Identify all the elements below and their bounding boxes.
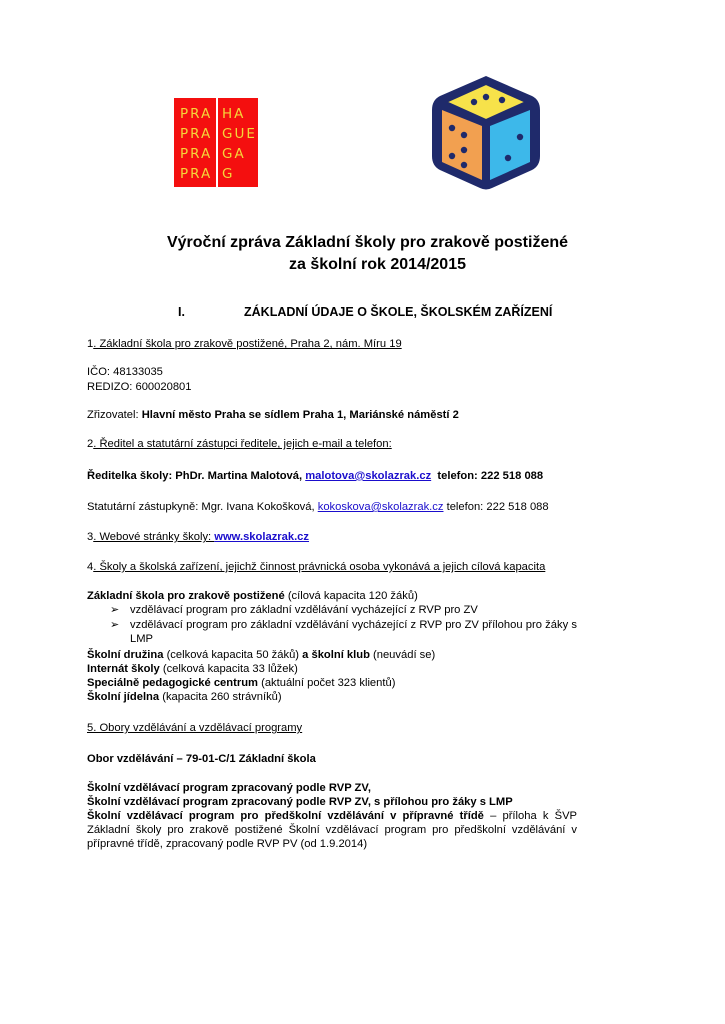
logo-text: GUE [222,126,257,142]
facility-line [87,676,395,690]
title-line-2: za školní rok 2014/2015 [289,256,466,273]
school-name: Základní škola pro zrakově postižené [87,590,285,602]
logo-text: PRA [180,126,213,142]
facility-line [87,648,435,662]
ico-value: IČO: 48133035 [87,366,163,378]
facility-line [87,662,298,676]
facility-detail: (neuvádí se) [369,649,436,661]
facility-detail: (celková kapacita 33 lůžek) [159,663,298,675]
deputy-line [87,500,549,514]
item-4-heading [87,560,545,574]
program-bullet-item: vzdělávací program pro základní vzdělávání vycházející z RVP pro ZV [130,604,478,616]
item-3-heading [87,530,309,544]
facility-detail: (kapacita 260 strávníků) [159,691,282,703]
preschool-program-detail: – příloha k ŠVP Základní školy pro zrakově postižené Školní vzdělávací program pro předškolní vzdělávání v přípravné třídě, zpracovaný podle RVP PV (od 1.9.2014) [87,810,577,850]
logo-text: HA [222,106,246,122]
section-number: I. [178,305,185,319]
item-number: 1 [87,338,94,350]
item-heading-text: . Ředitel a statutární zástupci ředitele, jejich e-mail a telefon: [93,438,392,450]
website-link[interactable]: www.skolazrak.cz [214,531,310,543]
logo-text: GA [222,146,246,162]
item-1-heading [87,337,402,351]
dice-logo-icon [428,70,544,192]
item-number: 2 [87,438,94,450]
logo-text: PRA [180,146,213,162]
item-number: 4 [87,561,94,573]
director-line [87,469,543,483]
facility-name: Školní družina [87,649,164,661]
facility-name: a školní klub [302,649,370,661]
logo-divider [216,98,218,187]
preschool-program [87,809,577,851]
item-heading-text: . Webové stránky školy: [93,531,215,543]
program-line: Školní vzdělávací program zpracovaný podle RVP ZV, [87,782,371,794]
facility-detail: (celková kapacita 50 žáků) [163,649,303,661]
section-title: ZÁKLADNÍ ÚDAJE O ŠKOLE, ŠKOLSKÉM ZAŘÍZENÍ [244,305,553,319]
founder-line [87,408,459,422]
program-bullet-item: vzdělávací program pro základní vzdělávání vycházející z RVP pro ZV přílohou pro žáky s LMP [130,619,577,645]
item-2-heading [87,437,392,451]
program-line: Školní vzdělávací program zpracovaný podle RVP ZV, s přílohou pro žáky s LMP [87,796,513,808]
item-heading-text: . Školy a školská zařízení, jejichž činnost právnická osoba vykonává a jejich cílová kapacita [93,561,546,573]
facility-name: Školní jídelna [87,691,160,703]
founder-label: Zřizovatel: [87,409,142,421]
facility-name: Internát školy [87,663,160,675]
arrow-bullet-icon: ➢ [110,619,120,631]
facility-name: Speciálně pedagogické centrum [87,677,258,689]
preschool-program-title: Školní vzdělávací program pro předškolní vzdělávání v přípravné třídě [87,810,484,822]
item-number: 3 [87,531,94,543]
item-heading-text: 5. Obory vzdělávání a vzdělávací programy [87,722,303,734]
logo-text: PRA [180,106,213,122]
deputy-label: Statutární zástupkyně: Mgr. Ivana Kokošková, [87,501,318,513]
director-label: Ředitelka školy: PhDr. Martina Malotová, [87,470,306,482]
item-heading-text: . Základní škola pro zrakově postižené, Praha 2, nám. Míru 19 [93,338,402,350]
director-phone: telefon: 222 518 088 [431,470,544,482]
arrow-bullet-icon: ➢ [110,604,120,616]
praha-logo [174,98,258,187]
facility-line [87,690,282,704]
logo-text: PRA [180,166,213,182]
field-of-education: Obor vzdělávání – 79-01-C/1 Základní škola [87,753,316,765]
director-email-link[interactable]: malotova@skolazrak.cz [305,470,432,482]
founder-value: Hlavní město Praha se sídlem Praha 1, Mariánské náměstí 2 [141,409,459,421]
redizo-value: REDIZO: 600020801 [87,381,192,393]
praha-logo-right-column [222,104,257,184]
school-capacity-line [87,589,418,603]
praha-logo-left-column [180,104,212,184]
logo-text: G [222,166,235,182]
deputy-email-link[interactable]: kokoskova@skolazrak.cz [317,501,444,513]
title-line-1: Výroční zpráva Základní školy pro zrakově postižené [166,234,569,251]
facility-detail: (aktuální počet 323 klientů) [257,677,396,689]
document-title [0,232,725,276]
school-capacity: (cílová kapacita 120 žáků) [284,590,418,602]
item-5-heading [87,721,302,735]
deputy-phone: telefon: 222 518 088 [443,501,549,513]
